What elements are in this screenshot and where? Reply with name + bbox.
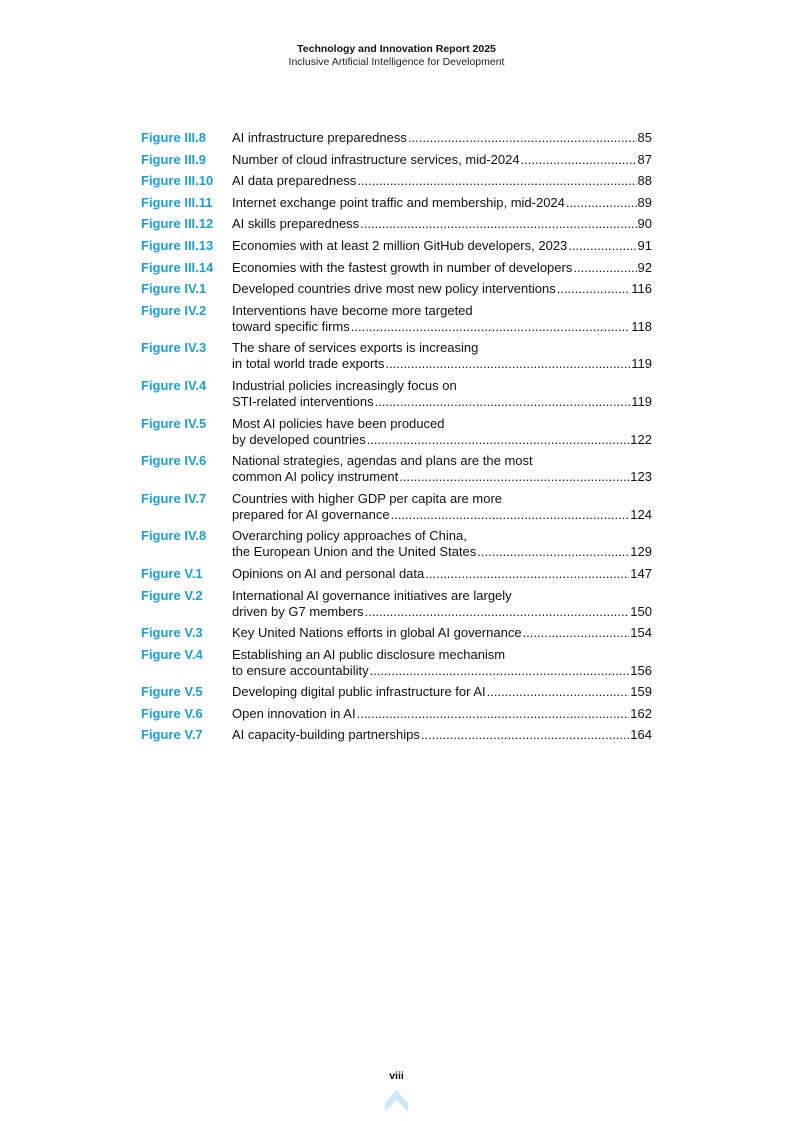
entry-body bbox=[232, 727, 652, 743]
entry-title[interactable]: Open innovation in AI bbox=[232, 705, 356, 721]
entry-title[interactable]: Economies with at least 2 million GitHub developers, 2023 bbox=[232, 237, 568, 253]
entry-line bbox=[232, 625, 652, 641]
entry-body bbox=[232, 684, 652, 700]
dot-leader bbox=[408, 130, 637, 146]
page-ref[interactable]: 164 bbox=[630, 727, 652, 743]
page-ref[interactable]: 150 bbox=[630, 603, 652, 619]
toc-entry[interactable] bbox=[141, 152, 652, 168]
chevron-up-icon[interactable] bbox=[384, 1088, 409, 1114]
entry-body bbox=[232, 588, 652, 620]
dot-leader bbox=[351, 319, 631, 335]
entry-line bbox=[232, 684, 652, 700]
entry-title[interactable]: toward specific firms bbox=[232, 318, 350, 334]
figure-label[interactable]: Figure III.9 bbox=[141, 151, 207, 167]
entry-line bbox=[232, 152, 652, 168]
entry-body bbox=[232, 528, 652, 560]
page-ref[interactable]: 116 bbox=[631, 281, 652, 297]
figure-label[interactable]: Figure IV.3 bbox=[141, 340, 207, 356]
entry-title-first-line[interactable]: Industrial policies increasingly focus on bbox=[232, 377, 457, 393]
figure-label[interactable]: Figure IV.4 bbox=[141, 377, 207, 393]
figure-label[interactable]: Figure IV.5 bbox=[141, 415, 207, 431]
toc-entry[interactable] bbox=[141, 416, 652, 448]
toc-entry[interactable] bbox=[141, 130, 652, 146]
entry-title[interactable]: STI-related interventions bbox=[232, 393, 374, 409]
toc-entry[interactable] bbox=[141, 566, 652, 582]
dot-leader bbox=[521, 152, 637, 168]
entry-title[interactable]: Number of cloud infrastructure services, mid-2024 bbox=[232, 151, 520, 167]
report-subtitle: Inclusive Artificial Intelligence for Development bbox=[288, 56, 505, 68]
figure-label[interactable]: Figure IV.7 bbox=[141, 490, 207, 506]
entry-title[interactable]: Key United Nations efforts in global AI governance bbox=[232, 625, 522, 641]
dot-leader bbox=[399, 469, 629, 485]
toc-entry[interactable] bbox=[141, 706, 652, 722]
toc-entry[interactable] bbox=[141, 173, 652, 189]
dot-leader bbox=[357, 173, 636, 189]
toc-entry[interactable] bbox=[141, 195, 652, 211]
figure-label[interactable]: Figure V.2 bbox=[141, 587, 203, 603]
entry-title-first-line[interactable]: Interventions have become more targeted bbox=[232, 302, 473, 318]
figure-label[interactable]: Figure III.13 bbox=[141, 237, 214, 253]
entry-title[interactable]: Developed countries drive most new policy interventions bbox=[232, 281, 556, 297]
entry-body bbox=[232, 453, 652, 485]
entry-line bbox=[232, 173, 652, 189]
entry-line bbox=[232, 260, 652, 276]
figure-label[interactable]: Figure V.5 bbox=[141, 684, 203, 700]
entry-line bbox=[232, 319, 652, 335]
dot-leader bbox=[425, 566, 629, 582]
page-ref[interactable]: 159 bbox=[630, 684, 652, 700]
figure-label[interactable]: Figure V.3 bbox=[141, 625, 203, 641]
entry-title[interactable]: Economies with the fastest growth in number of developers bbox=[232, 259, 573, 275]
entry-title[interactable]: common AI policy instrument bbox=[232, 469, 399, 485]
entry-line bbox=[232, 544, 652, 560]
page-ref[interactable]: 87 bbox=[637, 151, 652, 167]
entry-title-first-line[interactable]: National strategies, agendas and plans are the most bbox=[232, 453, 533, 469]
page-ref[interactable]: 123 bbox=[630, 469, 652, 485]
entry-body bbox=[232, 195, 652, 211]
dot-leader bbox=[477, 544, 629, 560]
entry-title-first-line[interactable]: The share of services exports is increasing bbox=[232, 340, 479, 356]
dot-leader bbox=[360, 216, 636, 232]
entry-title[interactable]: AI skills preparedness bbox=[232, 216, 360, 232]
page-ref[interactable]: 118 bbox=[631, 318, 652, 334]
dot-leader bbox=[365, 604, 630, 620]
entry-line bbox=[232, 604, 652, 620]
page-header bbox=[0, 43, 793, 69]
entry-title-first-line[interactable]: Most AI policies have been produced bbox=[232, 415, 445, 431]
toc-entry[interactable] bbox=[141, 303, 652, 335]
entry-line bbox=[232, 432, 652, 448]
dot-leader bbox=[357, 706, 630, 722]
figure-label[interactable]: Figure V.4 bbox=[141, 646, 203, 662]
toc-entry[interactable] bbox=[141, 727, 652, 743]
entry-body bbox=[232, 216, 652, 232]
entry-body bbox=[232, 647, 652, 679]
figure-label[interactable]: Figure IV.8 bbox=[141, 528, 207, 544]
entry-line bbox=[232, 507, 652, 523]
entry-title[interactable]: AI data preparedness bbox=[232, 173, 357, 189]
dot-leader bbox=[523, 625, 630, 641]
toc-entry[interactable] bbox=[141, 491, 652, 523]
dot-leader bbox=[367, 432, 630, 448]
entry-line bbox=[232, 394, 652, 410]
entry-title[interactable]: by developed countries bbox=[232, 431, 366, 447]
entry-body bbox=[232, 491, 652, 523]
entry-title-first-line[interactable]: Establishing an AI public disclosure mechanism bbox=[232, 646, 506, 662]
entry-title[interactable]: the European Union and the United States bbox=[232, 544, 477, 560]
toc-entry[interactable] bbox=[141, 647, 652, 679]
entry-title-first-line[interactable]: International AI governance initiatives are largely bbox=[232, 587, 512, 603]
page-ref[interactable]: 85 bbox=[637, 130, 652, 145]
figure-label[interactable]: Figure IV.6 bbox=[141, 453, 207, 469]
entry-title[interactable]: AI infrastructure preparedness bbox=[232, 130, 407, 145]
dot-leader bbox=[370, 663, 630, 679]
entry-title[interactable]: driven by G7 members bbox=[232, 603, 364, 619]
figure-label[interactable]: Figure III.11 bbox=[141, 194, 213, 210]
entry-line bbox=[232, 469, 652, 485]
page-ref[interactable]: 119 bbox=[631, 393, 652, 409]
page-ref[interactable]: 129 bbox=[630, 544, 652, 560]
figure-label[interactable]: Figure V.1 bbox=[141, 565, 203, 581]
entry-title-first-line[interactable]: Countries with higher GDP per capita are more bbox=[232, 490, 502, 506]
entry-title[interactable]: in total world trade exports bbox=[232, 356, 385, 372]
entry-body bbox=[232, 378, 652, 410]
toc-entry[interactable] bbox=[141, 453, 652, 485]
dot-leader bbox=[566, 195, 637, 211]
figure-label[interactable]: Figure V.7 bbox=[141, 727, 203, 743]
page-ref[interactable]: 119 bbox=[631, 356, 652, 372]
page-ref[interactable]: 89 bbox=[637, 194, 652, 210]
page-number: viii bbox=[389, 1070, 404, 1082]
dot-leader bbox=[375, 394, 631, 410]
toc-entry[interactable] bbox=[141, 340, 652, 372]
figure-label[interactable]: Figure III.8 bbox=[141, 130, 207, 145]
entry-title[interactable]: Developing digital public infrastructure for AI bbox=[232, 684, 486, 700]
report-title: Technology and Innovation Report 2025 bbox=[297, 43, 496, 55]
toc-entry[interactable] bbox=[141, 281, 652, 297]
entry-body bbox=[232, 260, 652, 276]
dot-leader bbox=[557, 281, 631, 297]
toc-entry[interactable] bbox=[141, 378, 652, 410]
entry-line bbox=[232, 663, 652, 679]
page-ref[interactable]: 92 bbox=[637, 259, 652, 275]
toc-entry[interactable] bbox=[141, 528, 652, 560]
entry-body bbox=[232, 238, 652, 254]
entry-line bbox=[232, 130, 652, 146]
figure-label[interactable]: Figure III.12 bbox=[141, 216, 214, 232]
figure-label[interactable]: Figure IV.1 bbox=[141, 281, 207, 297]
toc-entry[interactable] bbox=[141, 238, 652, 254]
entry-body bbox=[232, 152, 652, 168]
entry-title[interactable]: to ensure accountability bbox=[232, 662, 369, 678]
entry-body bbox=[232, 130, 652, 146]
entry-title[interactable]: prepared for AI governance bbox=[232, 506, 390, 522]
page-ref[interactable]: 154 bbox=[630, 625, 652, 641]
entry-body bbox=[232, 340, 652, 372]
entry-body bbox=[232, 303, 652, 335]
dot-leader bbox=[391, 507, 630, 523]
entry-line bbox=[232, 566, 652, 582]
toc-entry[interactable] bbox=[141, 684, 652, 700]
dot-leader bbox=[573, 260, 636, 276]
entry-title[interactable]: AI capacity-building partnerships bbox=[232, 727, 420, 743]
page-ref[interactable]: 122 bbox=[630, 431, 652, 447]
page-ref[interactable]: 124 bbox=[630, 506, 652, 522]
entry-body bbox=[232, 625, 652, 641]
dot-leader bbox=[568, 238, 636, 254]
toc-entry[interactable] bbox=[141, 260, 652, 276]
page-ref[interactable]: 88 bbox=[637, 173, 652, 189]
entry-line bbox=[232, 706, 652, 722]
dot-leader bbox=[487, 684, 630, 700]
entry-line bbox=[232, 281, 652, 297]
toc-entry[interactable] bbox=[141, 216, 652, 232]
entry-line bbox=[232, 356, 652, 372]
page-ref[interactable]: 91 bbox=[637, 237, 652, 253]
page-ref[interactable]: 90 bbox=[637, 216, 652, 232]
dot-leader bbox=[385, 356, 630, 372]
figure-label[interactable]: Figure III.10 bbox=[141, 173, 214, 189]
dot-leader bbox=[421, 727, 629, 743]
figure-label[interactable]: Figure IV.2 bbox=[141, 302, 207, 318]
entry-body bbox=[232, 281, 652, 297]
entry-body bbox=[232, 173, 652, 189]
entry-title-first-line[interactable]: Overarching policy approaches of China, bbox=[232, 528, 467, 544]
figure-label[interactable]: Figure III.14 bbox=[141, 259, 214, 275]
entry-body bbox=[232, 706, 652, 722]
entry-body bbox=[232, 416, 652, 448]
entry-body bbox=[232, 566, 652, 582]
entry-line bbox=[232, 216, 652, 232]
page-ref[interactable]: 156 bbox=[630, 662, 652, 678]
toc-entry[interactable] bbox=[141, 588, 652, 620]
page-ref[interactable]: 162 bbox=[630, 705, 652, 721]
figure-label[interactable]: Figure V.6 bbox=[141, 705, 203, 721]
entry-line bbox=[232, 238, 652, 254]
entry-title[interactable]: Opinions on AI and personal data bbox=[232, 565, 425, 581]
entry-line bbox=[232, 727, 652, 743]
list-of-figures bbox=[141, 130, 652, 749]
toc-entry[interactable] bbox=[141, 625, 652, 641]
entry-line bbox=[232, 195, 652, 211]
entry-title[interactable]: Internet exchange point traffic and membership, mid-2024 bbox=[232, 194, 565, 210]
page-ref[interactable]: 147 bbox=[630, 565, 652, 581]
